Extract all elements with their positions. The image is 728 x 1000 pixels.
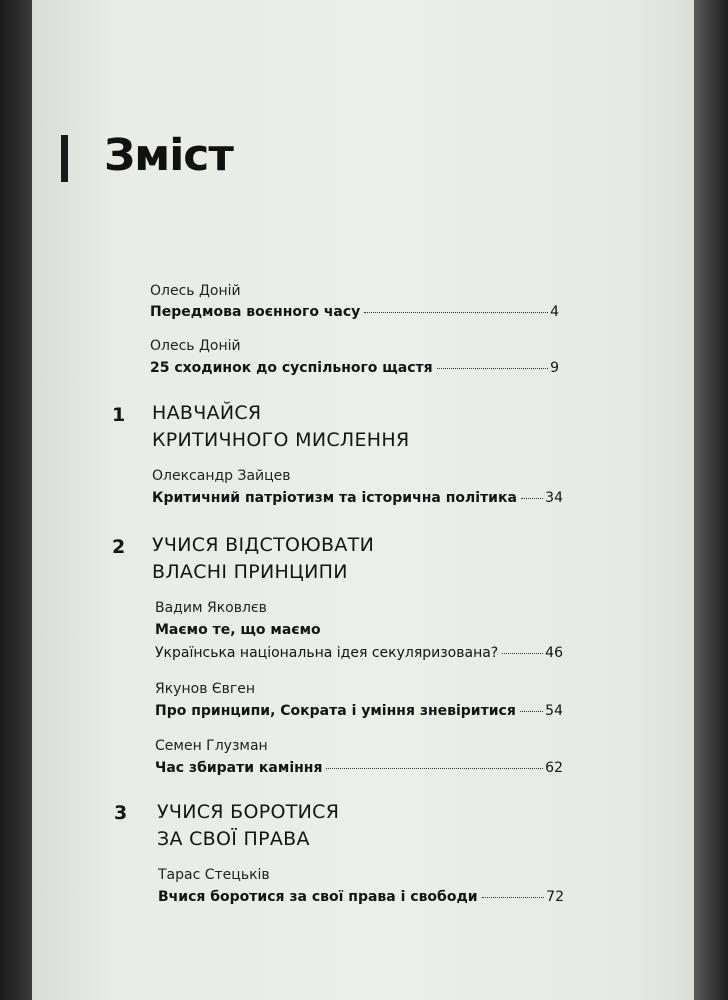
toc-entry[interactable] <box>155 758 563 778</box>
dot-leader <box>326 768 543 769</box>
page-number: 4 <box>550 304 559 320</box>
section-title-line: ВЛАСНІ ПРИНЦИПИ <box>152 561 348 583</box>
toc-entry[interactable] <box>150 302 559 322</box>
toc-entry[interactable] <box>155 643 563 663</box>
preface-author: Олесь Доній <box>150 283 241 299</box>
entry-title: Передмова воєнного часу <box>150 304 361 320</box>
entry-title: Час збирати каміння <box>155 760 323 776</box>
background-right-edge <box>694 0 728 1000</box>
section-title-line: ЗА СВОЇ ПРАВА <box>157 828 310 850</box>
toc-entry[interactable] <box>158 887 564 907</box>
entry-author: Тарас Стецьків <box>158 867 270 883</box>
page-number: 46 <box>545 645 563 661</box>
page-number: 54 <box>545 703 563 719</box>
page-number: 34 <box>545 490 563 506</box>
page-number: 9 <box>550 360 559 376</box>
entry-title: Про принципи, Сократа і уміння зневіритися <box>155 703 516 719</box>
dot-leader <box>482 897 545 898</box>
dot-leader <box>520 711 543 712</box>
page-number: 72 <box>546 889 564 905</box>
entry-title: Маємо те, що маємо <box>155 622 321 638</box>
toc-entry-title-only[interactable] <box>155 620 563 640</box>
entry-author: Вадим Яковлєв <box>155 600 267 616</box>
section-title-line: КРИТИЧНОГО МИСЛЕННЯ <box>152 429 410 451</box>
section-title-line: УЧИСЯ БОРОТИСЯ <box>157 801 340 823</box>
dot-leader <box>364 312 548 313</box>
section-number: 2 <box>112 536 126 558</box>
entry-author: Олександр Зайцев <box>152 468 291 484</box>
page-title: Зміст <box>104 130 233 181</box>
page-number: 62 <box>545 760 563 776</box>
dot-leader <box>437 368 548 369</box>
section-number: 3 <box>114 802 128 824</box>
section-title-line: УЧИСЯ ВІДСТОЮВАТИ <box>152 534 375 556</box>
dot-leader <box>502 653 543 654</box>
toc-entry[interactable] <box>155 701 563 721</box>
entry-author: Якунов Євген <box>155 681 256 697</box>
toc-entry[interactable] <box>150 358 559 378</box>
entry-author: Семен Глузман <box>155 738 268 754</box>
preface-author: Олесь Доній <box>150 338 241 354</box>
background-left-edge <box>0 0 32 1000</box>
section-number: 1 <box>112 404 126 426</box>
dot-leader <box>521 498 543 499</box>
entry-title: Вчися боротися за свої права і свободи <box>158 889 478 905</box>
entry-title: 25 сходинок до суспільного щастя <box>150 360 433 376</box>
section-title-line: НАВЧАЙСЯ <box>152 402 262 424</box>
toc-entry[interactable] <box>152 488 563 508</box>
entry-subtitle: Українська національна ідея секуляризована? <box>155 645 499 661</box>
entry-title: Критичний патріотизм та історична політика <box>152 490 517 506</box>
title-accent-bar <box>61 135 68 182</box>
